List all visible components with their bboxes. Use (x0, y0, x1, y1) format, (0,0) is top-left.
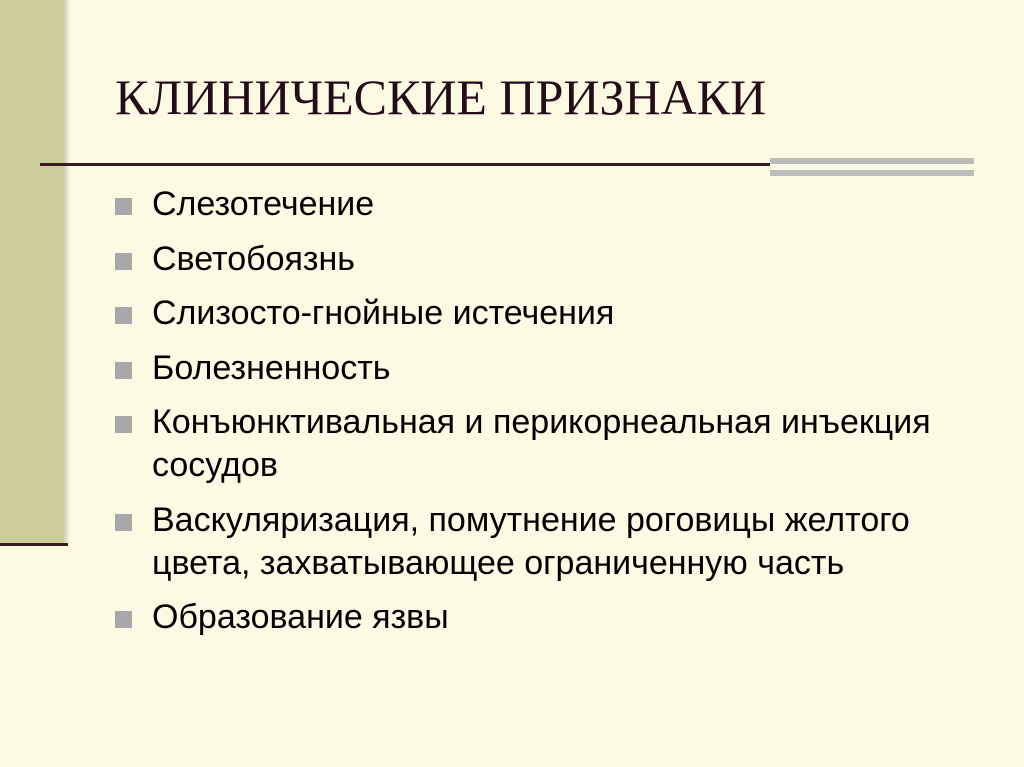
list-item (115, 499, 995, 585)
list-item-text: Образование язвы (152, 598, 449, 636)
square-bullet-icon (115, 416, 132, 433)
list-item-text: Слизосто-гнойные истечения (152, 294, 615, 332)
title-divider-accent (770, 158, 974, 178)
list-item (115, 347, 995, 390)
list-item (115, 238, 995, 281)
square-bullet-icon (115, 198, 132, 215)
title-divider-line (40, 163, 770, 166)
left-band-shadow (64, 0, 70, 543)
left-decorative-band (0, 0, 64, 543)
left-band-rule (0, 543, 68, 546)
accent-bar-bottom (770, 170, 974, 176)
square-bullet-icon (115, 253, 132, 270)
list-item-text: Болезненность (152, 348, 391, 387)
list-item (115, 183, 995, 226)
accent-bar-top (770, 158, 974, 164)
square-bullet-icon (115, 307, 132, 324)
square-bullet-icon (115, 611, 132, 628)
square-bullet-icon (115, 514, 132, 531)
list-item-text: Конъюнктивальная и перикорнеальная инъекция сосудов (152, 403, 931, 484)
bullet-list (115, 183, 995, 651)
list-item (115, 292, 995, 335)
list-item-text: Слезотечение (152, 185, 375, 223)
list-item-text: Васкуляризация, помутнение роговицы желтого цвета, захватывающее ограниченную часть (152, 500, 910, 582)
list-item-text: Светобоязнь (152, 239, 355, 278)
list-item (115, 596, 995, 639)
slide-title: КЛИНИЧЕСКИЕ ПРИЗНАКИ (115, 69, 767, 125)
square-bullet-icon (115, 362, 132, 379)
list-item (115, 401, 995, 487)
